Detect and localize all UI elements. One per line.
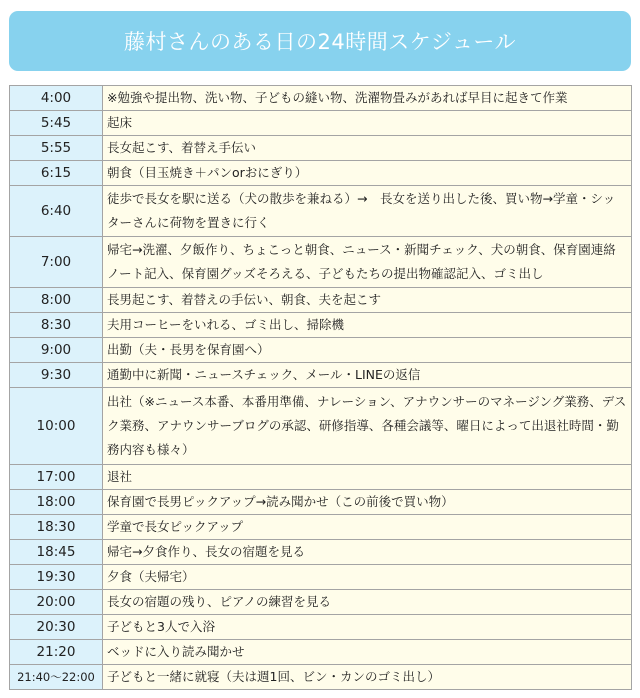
table-row — [10, 665, 632, 690]
time-cell: 5:45 — [10, 111, 103, 136]
time-cell: 4:00 — [10, 86, 103, 111]
time-cell: 20:00 — [10, 590, 103, 615]
table-row — [10, 540, 632, 565]
table-row — [10, 565, 632, 590]
activity-cell: 出勤（夫・長男を保育園へ） — [103, 338, 632, 363]
time-cell: 18:45 — [10, 540, 103, 565]
time-cell: 21:40～22:00 — [10, 665, 103, 690]
activity-cell: 夫用コーヒーをいれる、ゴミ出し、掃除機 — [103, 313, 632, 338]
schedule-table — [9, 85, 632, 690]
table-row — [10, 111, 632, 136]
table-row — [10, 590, 632, 615]
activity-cell: 退社 — [103, 465, 632, 490]
time-cell: 10:00 — [10, 388, 103, 465]
table-row — [10, 615, 632, 640]
activity-cell: 子どもと3人で入浴 — [103, 615, 632, 640]
time-cell: 19:30 — [10, 565, 103, 590]
table-row — [10, 465, 632, 490]
time-cell: 6:15 — [10, 161, 103, 186]
activity-cell: 長男起こす、着替えの手伝い、朝食、夫を起こす — [103, 288, 632, 313]
time-cell: 20:30 — [10, 615, 103, 640]
table-row — [10, 237, 632, 288]
table-row — [10, 388, 632, 465]
time-cell: 18:00 — [10, 490, 103, 515]
time-cell: 5:55 — [10, 136, 103, 161]
table-row — [10, 490, 632, 515]
activity-cell: ベッドに入り読み聞かせ — [103, 640, 632, 665]
time-cell: 9:00 — [10, 338, 103, 363]
time-cell: 6:40 — [10, 186, 103, 237]
table-row — [10, 313, 632, 338]
table-row — [10, 161, 632, 186]
table-row — [10, 86, 632, 111]
activity-cell: 起床 — [103, 111, 632, 136]
time-cell: 18:30 — [10, 515, 103, 540]
activity-cell: 通勤中に新聞・ニュースチェック、メール・LINEの返信 — [103, 363, 632, 388]
table-row — [10, 136, 632, 161]
table-row — [10, 363, 632, 388]
time-cell: 8:00 — [10, 288, 103, 313]
activity-cell: 朝食（目玉焼き＋パンorおにぎり） — [103, 161, 632, 186]
activity-cell: ※勉強や提出物、洗い物、子どもの縫い物、洗濯物畳みがあれば早目に起きて作業 — [103, 86, 632, 111]
page-title: 藤村さんのある日の24時間スケジュール — [124, 30, 516, 54]
activity-cell: 長女の宿題の残り、ピアノの練習を見る — [103, 590, 632, 615]
time-cell: 17:00 — [10, 465, 103, 490]
activity-cell: 保育園で長男ピックアップ→読み聞かせ（この前後で買い物） — [103, 490, 632, 515]
activity-cell: 子どもと一緒に就寝（夫は週1回、ビン・カンのゴミ出し） — [103, 665, 632, 690]
table-row — [10, 338, 632, 363]
time-cell: 9:30 — [10, 363, 103, 388]
activity-cell: 長女起こす、着替え手伝い — [103, 136, 632, 161]
activity-cell: 帰宅→夕食作り、長女の宿題を見る — [103, 540, 632, 565]
title-banner — [9, 11, 631, 71]
table-row — [10, 515, 632, 540]
time-cell: 7:00 — [10, 237, 103, 288]
table-row — [10, 640, 632, 665]
table-row — [10, 288, 632, 313]
activity-cell: 帰宅→洗濯、夕飯作り、ちょこっと朝食、ニュース・新聞チェック、犬の朝食、保育園連絡ノート記入、保育園グッズそろえる、子どもたちの提出物確認記入、ゴミ出し — [103, 237, 632, 288]
activity-cell: 夕食（夫帰宅） — [103, 565, 632, 590]
activity-cell: 学童で長女ピックアップ — [103, 515, 632, 540]
activity-cell: 出社（※ニュース本番、本番用準備、ナレーション、アナウンサーのマネージング業務、デスク業務、アナウンサーブログの承認、研修指導、各種会議等、曜日によって出退社時間・勤務内容も様々） — [103, 388, 632, 465]
time-cell: 21:20 — [10, 640, 103, 665]
activity-cell: 徒歩で長女を駅に送る（犬の散歩を兼ねる）→ 長女を送り出した後、買い物→学童・シッターさんに荷物を置きに行く — [103, 186, 632, 237]
table-row — [10, 186, 632, 237]
time-cell: 8:30 — [10, 313, 103, 338]
